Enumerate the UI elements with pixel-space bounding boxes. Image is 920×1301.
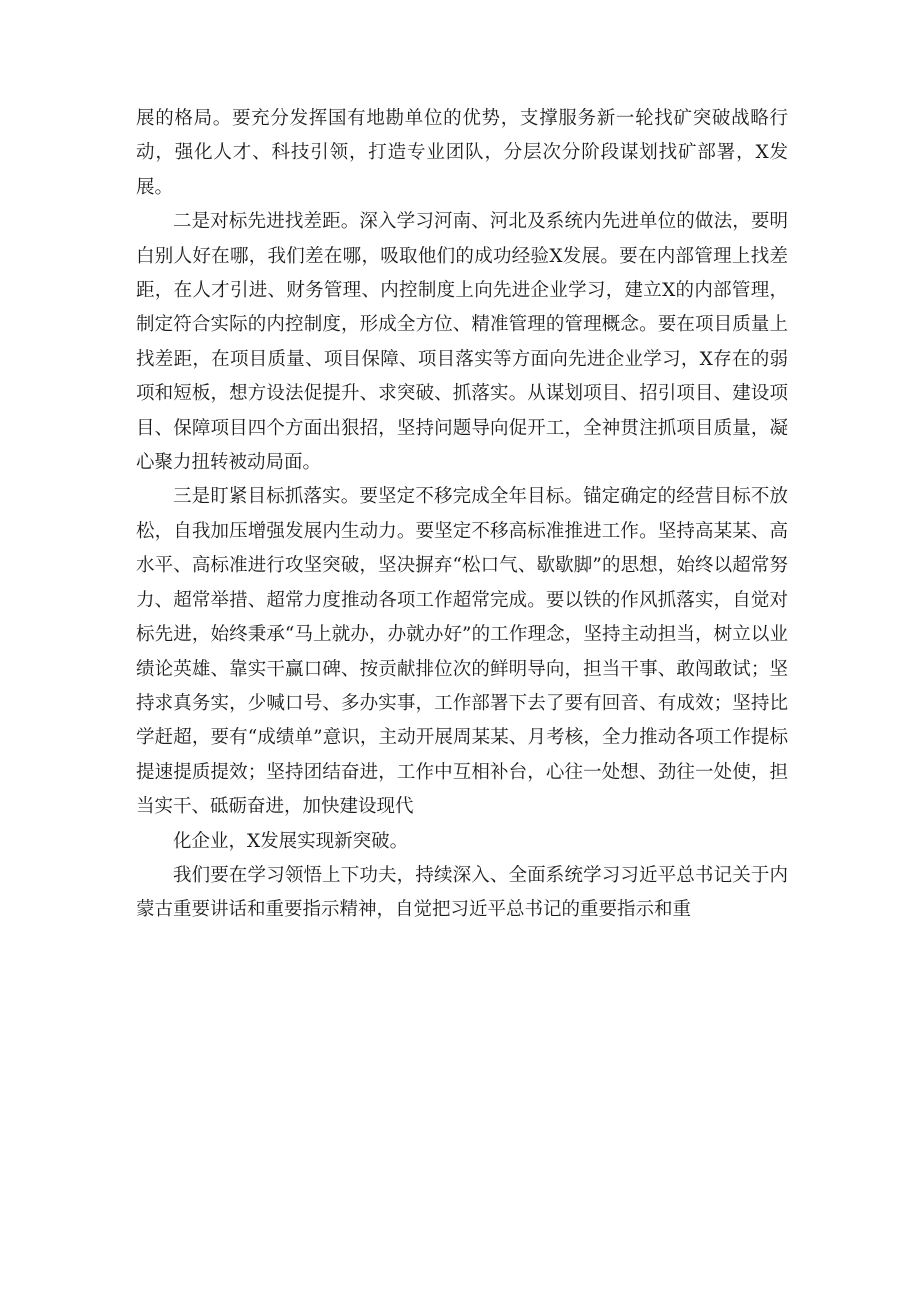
paragraph-3: 三是盯紧目标抓落实。要坚定不移完成全年目标。锚定确定的经营目标不放松，自我加压增强发展内生动力。要坚定不移高标准推进工作。坚持高某某、高水平、高标准进行攻坚突破，坚决摒弃“松口气、歇歇脚”的思想，始终以超常努力、超常举措、超常力度推动各项工作超常完成。要以铁的作风抓落实，自觉对标先进，始终秉承“马上就办，办就办好”的工作理念，坚持主动担当，树立以业绩论英雄、靠实干赢口碑、按贡献排位次的鲜明导向，担当干事、敢闯敢试；坚持求真务实，少喊口号、多办实事，工作部署下去了要有回音、有成效；坚持比学赶超，要有“成绩单”意识，主动开展周某某、月考核，全力推动各项工作提标提速提质提效；坚持团结奋进，工作中互相补台，心往一处想、劲往一处使，担当实干、砥砺奋进，加快建设现代 <box>136 486 788 818</box>
paragraph-4: 化企业，X发展实现新突破。 <box>173 830 409 852</box>
paragraph-5: 我们要在学习领悟上下功夫，持续深入、全面系统学习习近平总书记关于内蒙古重要讲话和重要指示精神，自觉把习近平总书记的重要指示和重 <box>136 864 788 921</box>
paragraph-2: 二是对标先进找差距。深入学习河南、河北及系统内先进单位的做法，要明白别人好在哪，我们差在哪，吸取他们的成功经验X发展。要在内部管理上找差距，在人才引进、财务管理、内控制度上向先进企业学习，建立X的内部管理，制定符合实际的内控制度，形成全方位、精准管理的管理概念。要在项目质量上找差距，在项目质量、项目保障、项目落实等方面向先进企业学习，X存在的弱项和短板，想方设法促提升、求突破、抓落实。从谋划项目、招引项目、建设项目、保障项目四个方面出狠招，坚持问题导向促开工，全神贯注抓项目质量，凝心聚力扭转被动局面。 <box>136 211 788 474</box>
document-body <box>136 102 788 928</box>
paragraph-1: 展的格局。要充分发挥国有地勘单位的优势，支撑服务新一轮找矿突破战略行动，强化人才、科技引领，打造专业团队，分层次分阶段谋划找矿部署，X发展。 <box>136 108 788 198</box>
